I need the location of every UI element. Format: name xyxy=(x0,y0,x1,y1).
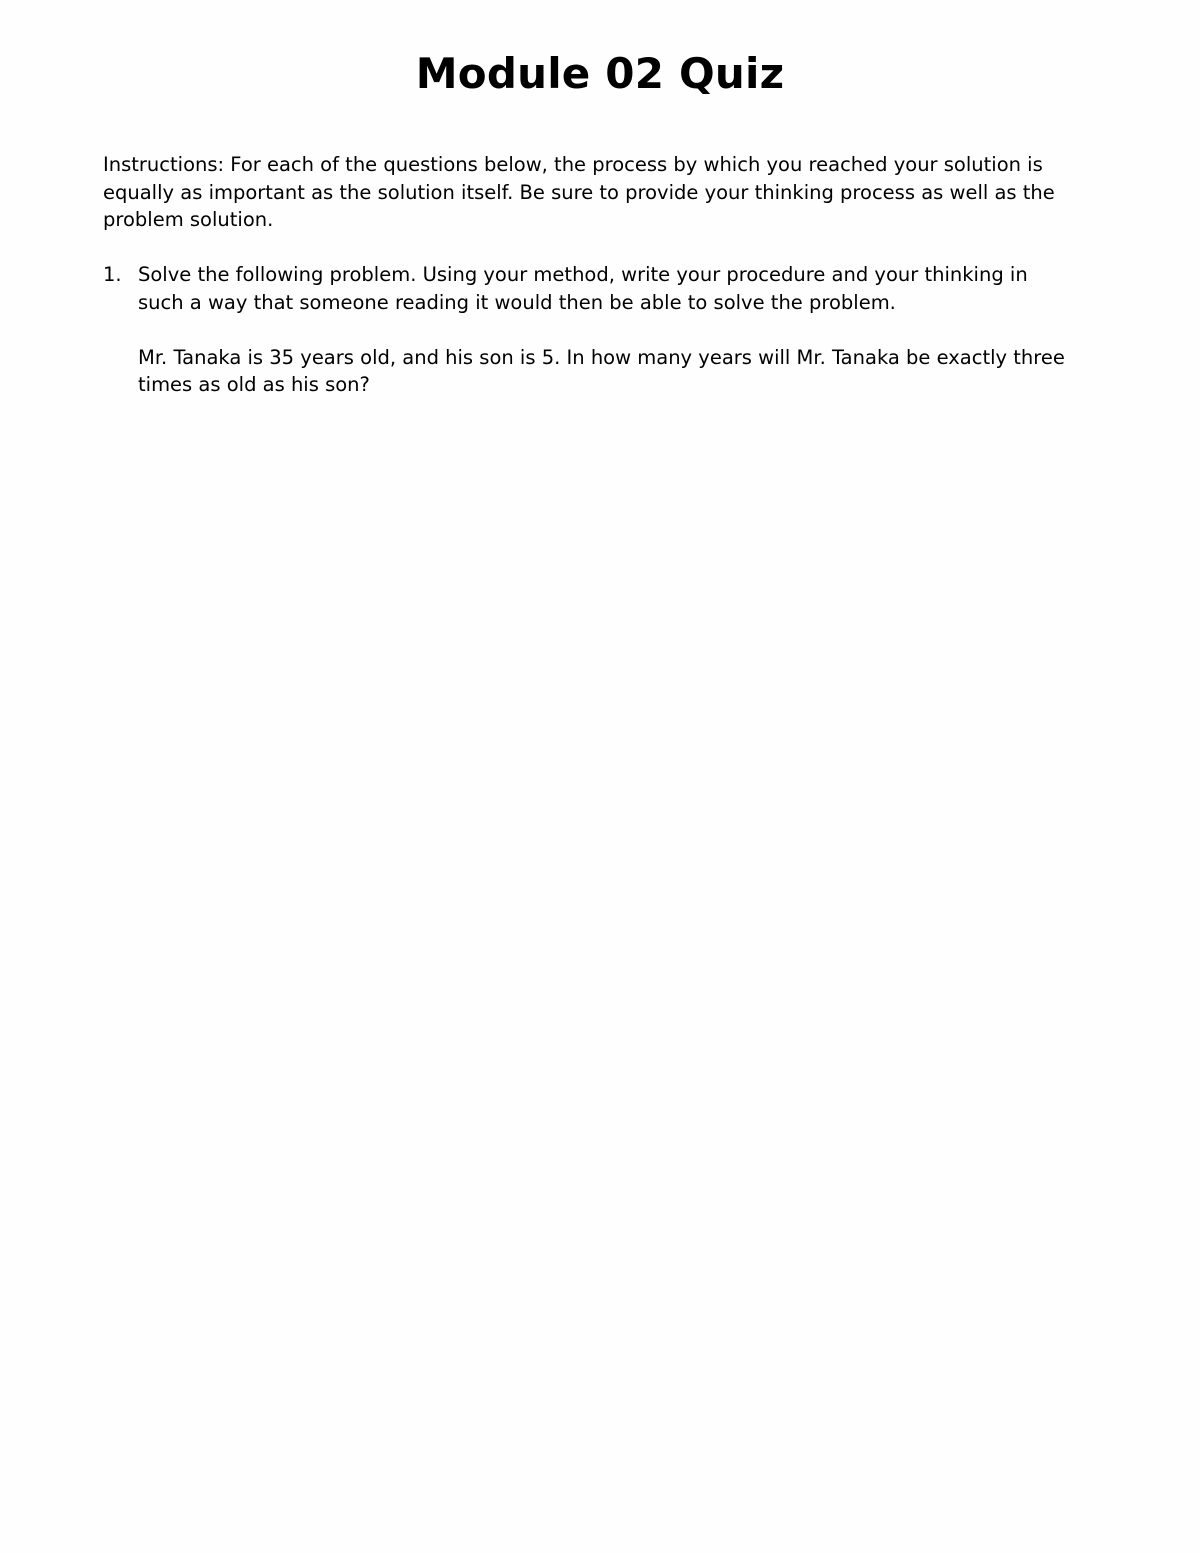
question-problem: Mr. Tanaka is 35 years old, and his son is 5. In how many years will Mr. Tanaka be exactly three times as old as his son? xyxy=(138,345,1065,396)
instructions-paragraph: Instructions: For each of the questions below, the process by which you reached your solution is equally as important as the solution itself. Be sure to provide your thinking process as well as the problem solution. xyxy=(103,153,1055,231)
question-prompt: Solve the following problem. Using your method, write your procedure and your thinking in such a way that someone reading it would then be able to solve the problem. xyxy=(138,263,1028,314)
question-number: 1. xyxy=(103,263,122,286)
page-title: Module 02 Quiz xyxy=(415,49,785,98)
question-item xyxy=(103,261,1078,399)
